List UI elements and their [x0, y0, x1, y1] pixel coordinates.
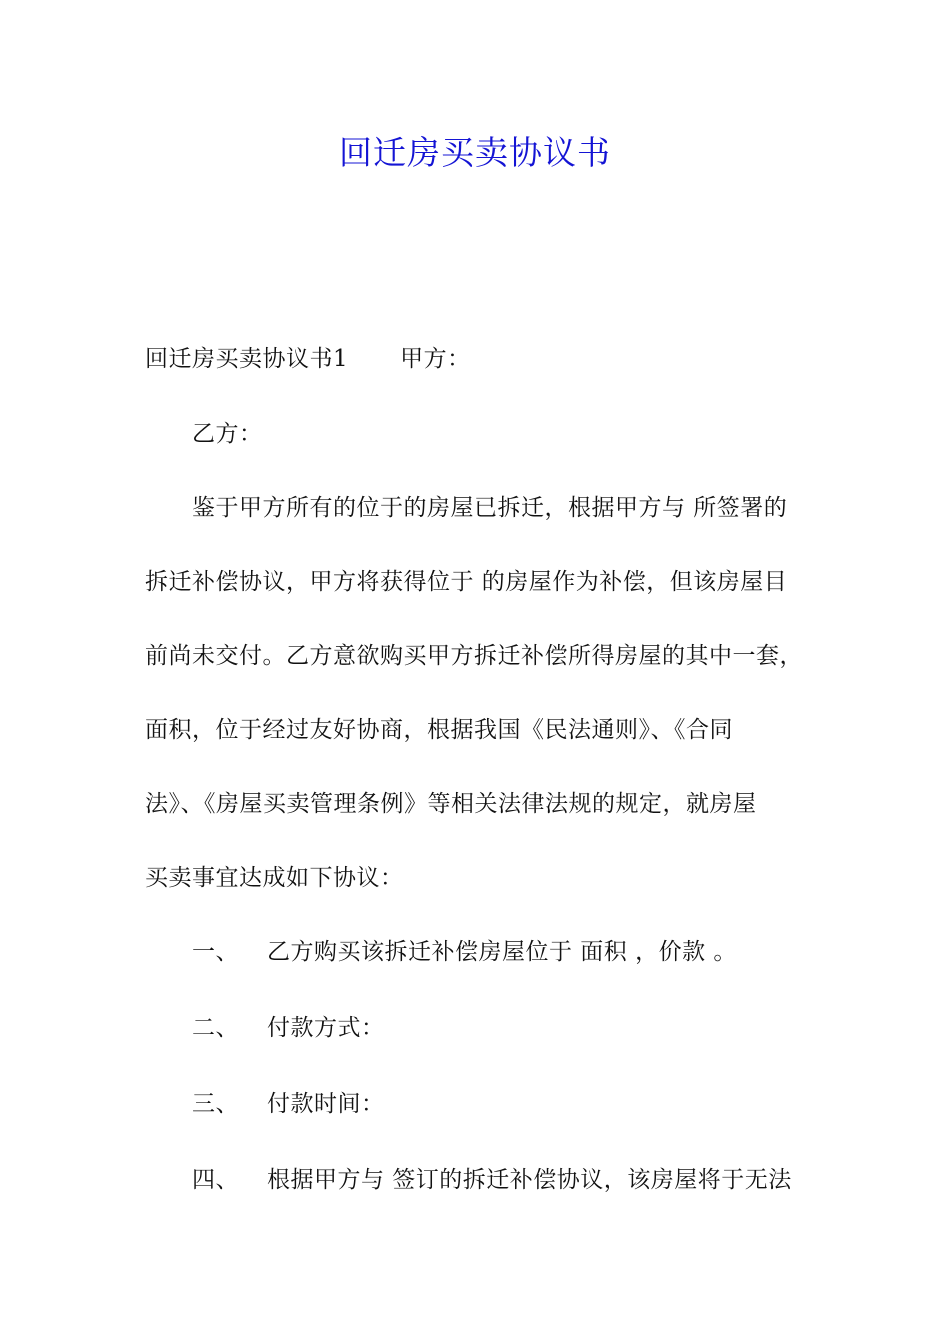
clause-number: 三、 [192, 1091, 239, 1117]
paragraph-line: 法》、《房屋买卖管理条例》等相关法律法规的规定，就房屋 [145, 791, 757, 817]
party-b-label: 乙方： [192, 421, 263, 447]
clause-text: 根据甲方与 签订的拆迁补偿协议，该房屋将于无法 [267, 1167, 792, 1193]
heading-label: 回迁房买卖协议书1 [145, 346, 349, 372]
document-title: 回迁房买卖协议书 [339, 133, 611, 172]
paragraph-line: 买卖事宜达成如下协议： [145, 865, 404, 891]
paragraph-line: 鉴于甲方所有的位于的房屋已拆迁，根据甲方与 所签署的 [192, 495, 788, 521]
clause-text: 乙方购买该拆迁补偿房屋位于 面积 ，价款 。 [267, 939, 737, 965]
clause-text: 付款时间： [267, 1091, 385, 1117]
paragraph-line: 拆迁补偿协议，甲方将获得位于 的房屋作为补偿，但该房屋目 [145, 569, 788, 595]
paragraph-line: 面积，位于经过友好协商，根据我国《民法通则》、《合同 [145, 717, 733, 743]
clause-number: 四、 [192, 1167, 239, 1193]
clause-number: 一、 [192, 939, 239, 965]
clause-3 [192, 1086, 385, 1122]
paragraph-line: 前尚未交付。乙方意欲购买甲方拆迁补偿所得房屋的其中一套， [145, 643, 803, 669]
clause-4 [192, 1162, 792, 1198]
clause-text: 付款方式： [267, 1015, 385, 1041]
clause-2 [192, 1010, 385, 1046]
party-a-label: 甲方： [400, 346, 471, 372]
clause-number: 二、 [192, 1015, 239, 1041]
heading-line [145, 341, 471, 377]
clause-1 [192, 934, 737, 970]
